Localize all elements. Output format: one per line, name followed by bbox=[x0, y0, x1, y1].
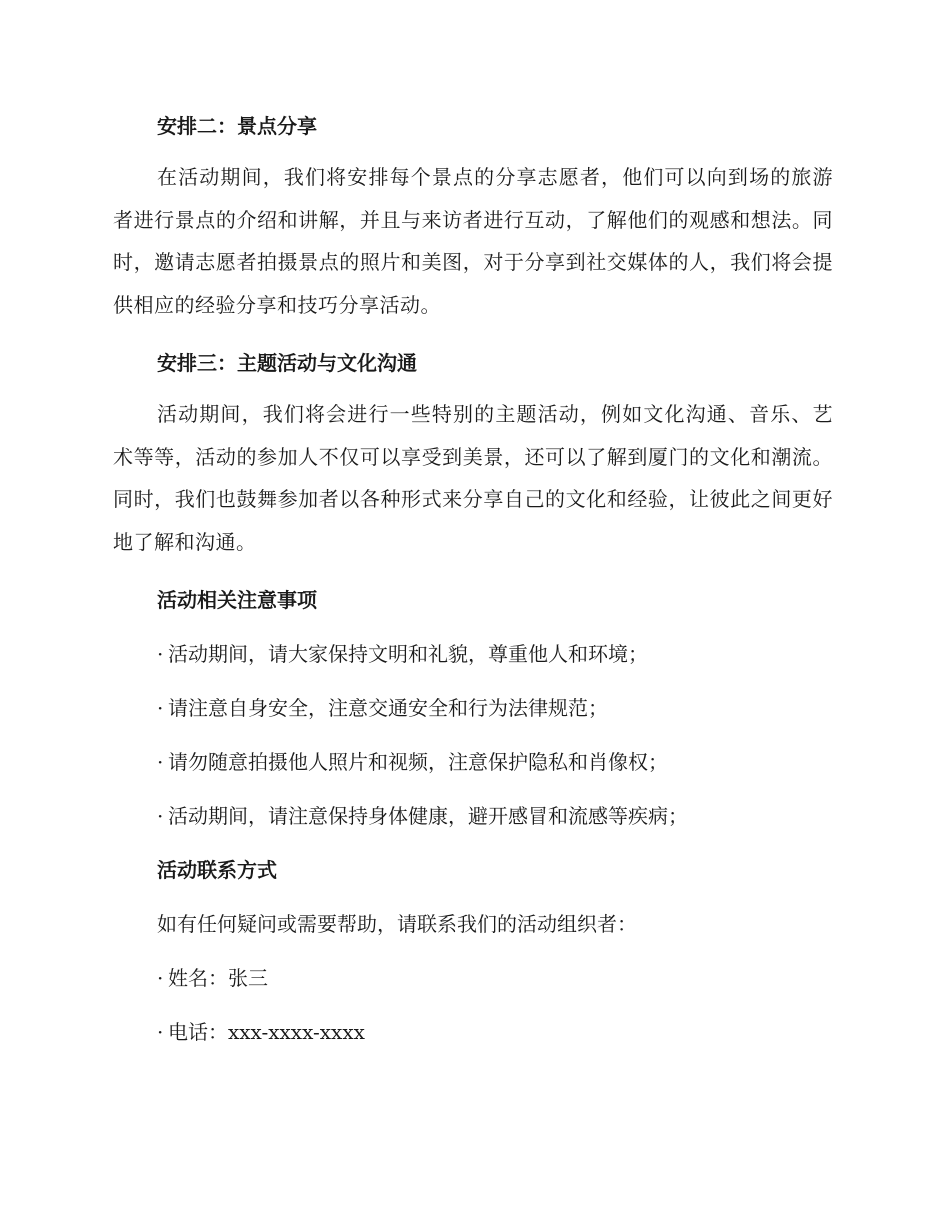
bullet-mark: · bbox=[157, 1020, 164, 1044]
list-item-text: 活动期间，请注意保持身体健康，避开感冒和流感等疾病； bbox=[168, 804, 688, 828]
paragraph-arrangement-3: 活动期间，我们将会进行一些特别的主题活动，例如文化沟通、音乐、艺术等等，活动的参加人不仅可以享受到美景，还可以了解到厦门的文化和潮流。同时，我们也鼓舞参加者以各种形式来分享自己的文化和经验，让彼此之间更好地了解和沟通。 bbox=[113, 402, 833, 554]
list-item bbox=[157, 636, 833, 672]
bullet-mark: · bbox=[157, 696, 164, 720]
section-heading-contact: 活动联系方式 bbox=[157, 858, 277, 882]
bullet-mark: · bbox=[157, 804, 164, 828]
contact-name bbox=[157, 960, 833, 996]
bullet-mark: · bbox=[157, 642, 164, 666]
list-item bbox=[157, 798, 833, 834]
document-page bbox=[113, 108, 833, 1050]
paragraph-arrangement-2: 在活动期间，我们将安排每个景点的分享志愿者，他们可以向到场的旅游者进行景点的介绍和讲解，并且与来访者进行互动，了解他们的观感和想法。同时，邀请志愿者拍摄景点的照片和美图，对于分享到社交媒体的人，我们将会提供相应的经验分享和技巧分享活动。 bbox=[113, 165, 833, 317]
list-item-text: 活动期间，请大家保持文明和礼貌，尊重他人和环境； bbox=[168, 642, 648, 666]
list-item-text: 请注意自身安全，注意交通安全和行为法律规范； bbox=[168, 696, 608, 720]
bullet-mark: · bbox=[157, 966, 164, 990]
contact-phone bbox=[157, 1014, 833, 1050]
contact-intro: 如有任何疑问或需要帮助，请联系我们的活动组织者： bbox=[157, 912, 637, 936]
bullet-mark: · bbox=[157, 750, 164, 774]
list-item bbox=[157, 690, 833, 726]
contact-name-text: 姓名：张三 bbox=[168, 966, 268, 990]
list-item bbox=[157, 744, 833, 780]
section-heading-notes: 活动相关注意事项 bbox=[157, 588, 317, 612]
section-heading-arrangement-3: 安排三：主题活动与文化沟通 bbox=[157, 351, 417, 375]
contact-phone-text: 电话：xxx-xxxx-xxxx bbox=[168, 1020, 365, 1044]
section-heading-arrangement-2: 安排二：景点分享 bbox=[157, 114, 317, 138]
list-item-text: 请勿随意拍摄他人照片和视频，注意保护隐私和肖像权； bbox=[168, 750, 668, 774]
